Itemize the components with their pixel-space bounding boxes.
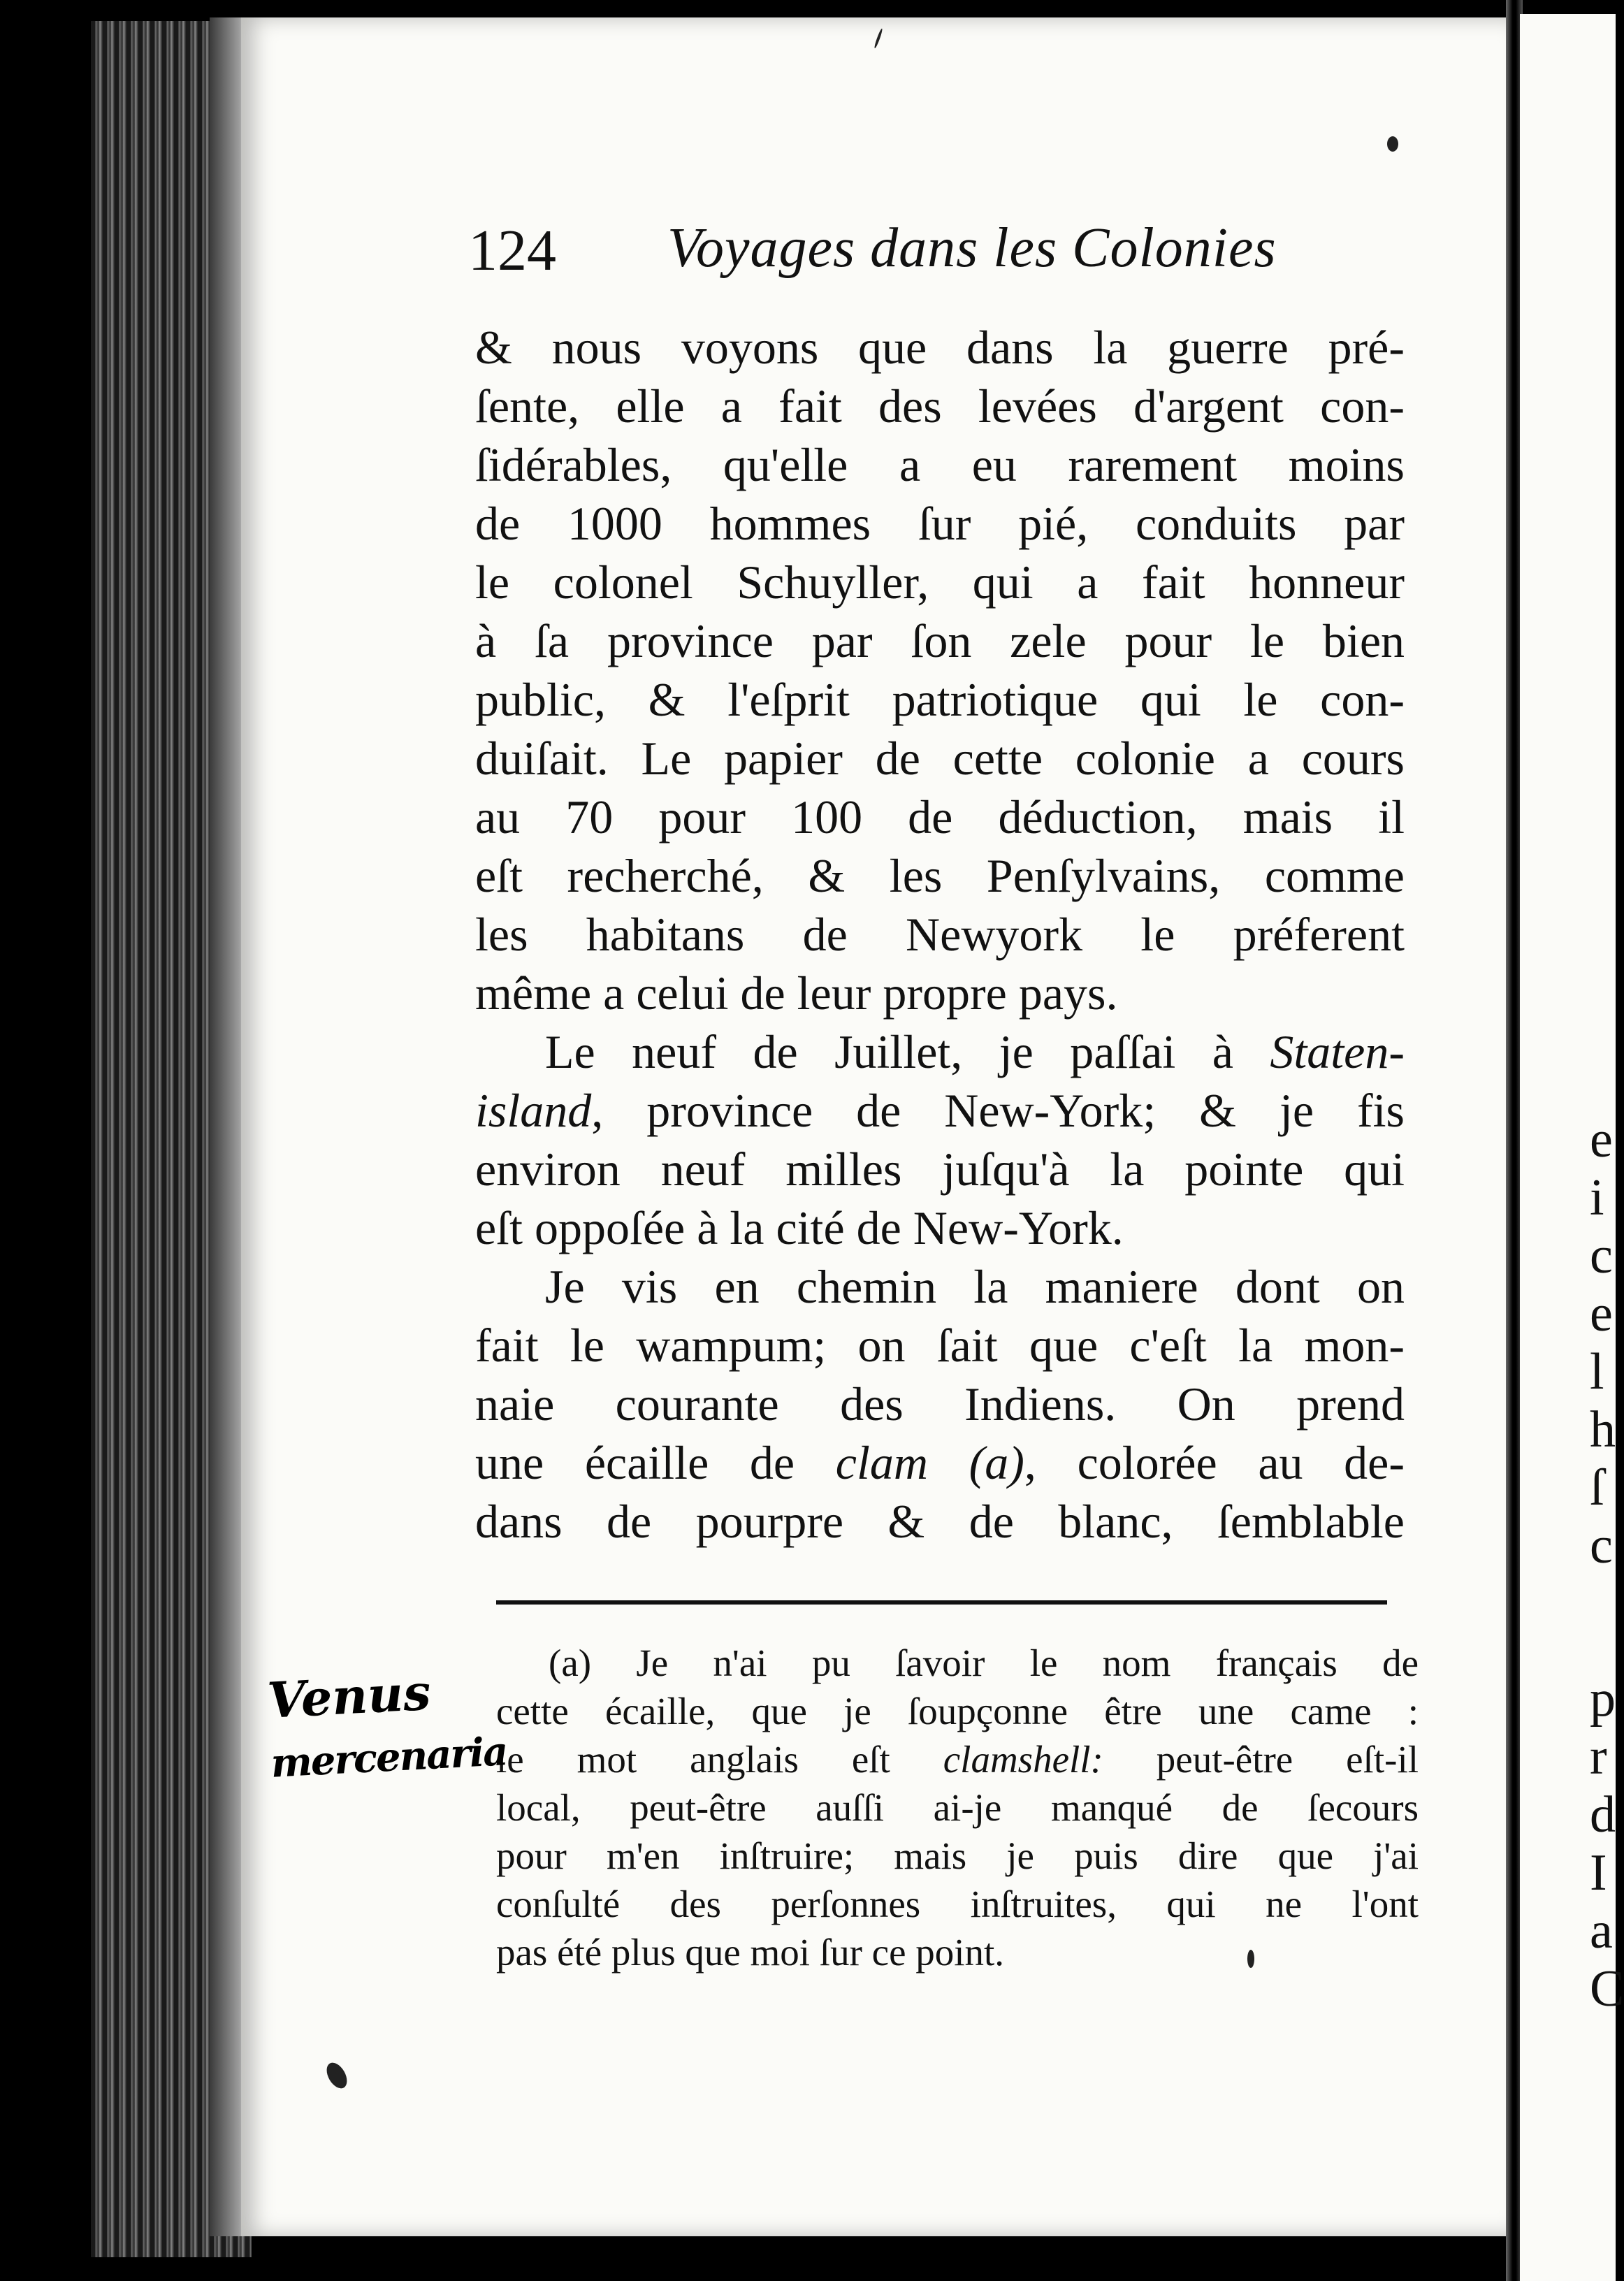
italic-text: island [475,1084,592,1137]
italic-text: clamshell: [943,1738,1103,1781]
text-line: environ neuf milles juſqu'à la pointe qui [475,1143,1405,1196]
text-line: eſt oppoſée à la cité de New-York. [475,1201,1124,1254]
text-line: ſente, elle a fait des levées d'argent con- [475,379,1405,433]
facing-letter: i [1590,1169,1604,1226]
footnote-divider [496,1600,1387,1605]
text-line: ſidérables, qu'elle a eu rarement moins [475,438,1405,491]
footnote-line: conſulté des perſonnes inſtruites, qui ne l'ont [496,1883,1419,1925]
text-line: au 70 pour 100 de déduction, mais il [475,790,1405,843]
text-line-with-italic: Le neuf de Juillet, je paſſai à Staten- [545,1025,1405,1078]
text-line: duiſait. Le papier de cette colonie a cours [475,732,1405,785]
facing-letter: r [1590,1728,1607,1786]
facing-letter: e [1590,1285,1613,1342]
facing-letter: d [1590,1786,1616,1844]
text-line: naie courante des Indiens. On prend [475,1377,1405,1431]
handwritten-margin-note [266,1657,510,1795]
italic-text: Staten- [1270,1025,1405,1078]
facing-page-letters-lower [1590,1670,1624,2018]
footnote-line: (a) Je n'ai pu ſavoir le nom français de [549,1642,1419,1684]
text-line: Je vis en chemin la maniere dont on [545,1260,1405,1313]
text-line: eſt recherché, & les Penſylvains, comme [475,849,1405,902]
facing-letter: c [1590,1517,1613,1574]
text-line-with-italic: island, province de New-York; & je fis [475,1084,1405,1137]
footnote-line: cette écaille, que je ſoupçonne être une came : [496,1690,1419,1732]
facing-letter: ſ [1590,1459,1604,1516]
footnote-line-with-italic: le mot anglais eſt clamshell: peut-être eſt-il [496,1738,1419,1781]
facing-letter: e [1590,1111,1613,1168]
text-line: à ſa province par ſon zele pour le bien [475,614,1405,667]
text-line: & nous voyons que dans la guerre pré- [475,321,1405,374]
facing-letter: a [1590,1902,1613,1960]
page-number: 124 [468,218,556,283]
footnote-line: local, peut-être auſſi ai-je manqué de ſecours [496,1786,1419,1829]
facing-page-letters-upper [1590,1111,1618,1575]
text-line: public, & l'eſprit patriotique qui le con- [475,673,1405,726]
facing-letter: h [1590,1401,1616,1458]
footnote [496,1639,1419,1976]
text-line: dans de pourpre & de blanc, ſemblable [475,1495,1405,1548]
text-line: même a celui de leur propre pays. [475,966,1118,1020]
facing-letter: p [1590,1670,1616,1728]
margin-note-line: Venus [266,1663,433,1730]
running-head [468,210,1447,287]
running-title: Voyages dans les Colonies [667,217,1277,279]
text-line: le colonel Schuyller, qui a fait honneur [475,556,1405,609]
text-line-with-italic: une écaille de clam (a), colorée au de- [475,1436,1405,1489]
body-text [475,318,1405,1551]
italic-text: clam (a) [835,1436,1024,1489]
text-line: fait le wampum; on ſait que c'eſt la mon- [475,1319,1405,1372]
margin-note-line: mercenaria [269,1728,509,1787]
ink-speck [1247,1950,1254,1968]
ink-speck [1387,136,1398,152]
facing-letter: C [1590,1960,1624,2018]
footnote-line: pas été plus que moi ſur ce point. [496,1931,1005,1974]
facing-letter: l [1590,1343,1604,1400]
text-line: les habitans de Newyork le préferent [475,908,1405,961]
facing-letter: c [1590,1227,1613,1284]
footnote-line: pour m'en inſtruire; mais je puis dire que j'ai [496,1834,1419,1877]
facing-letter: I [1590,1844,1607,1902]
text-line: de 1000 hommes ſur pié, conduits par [475,497,1405,550]
